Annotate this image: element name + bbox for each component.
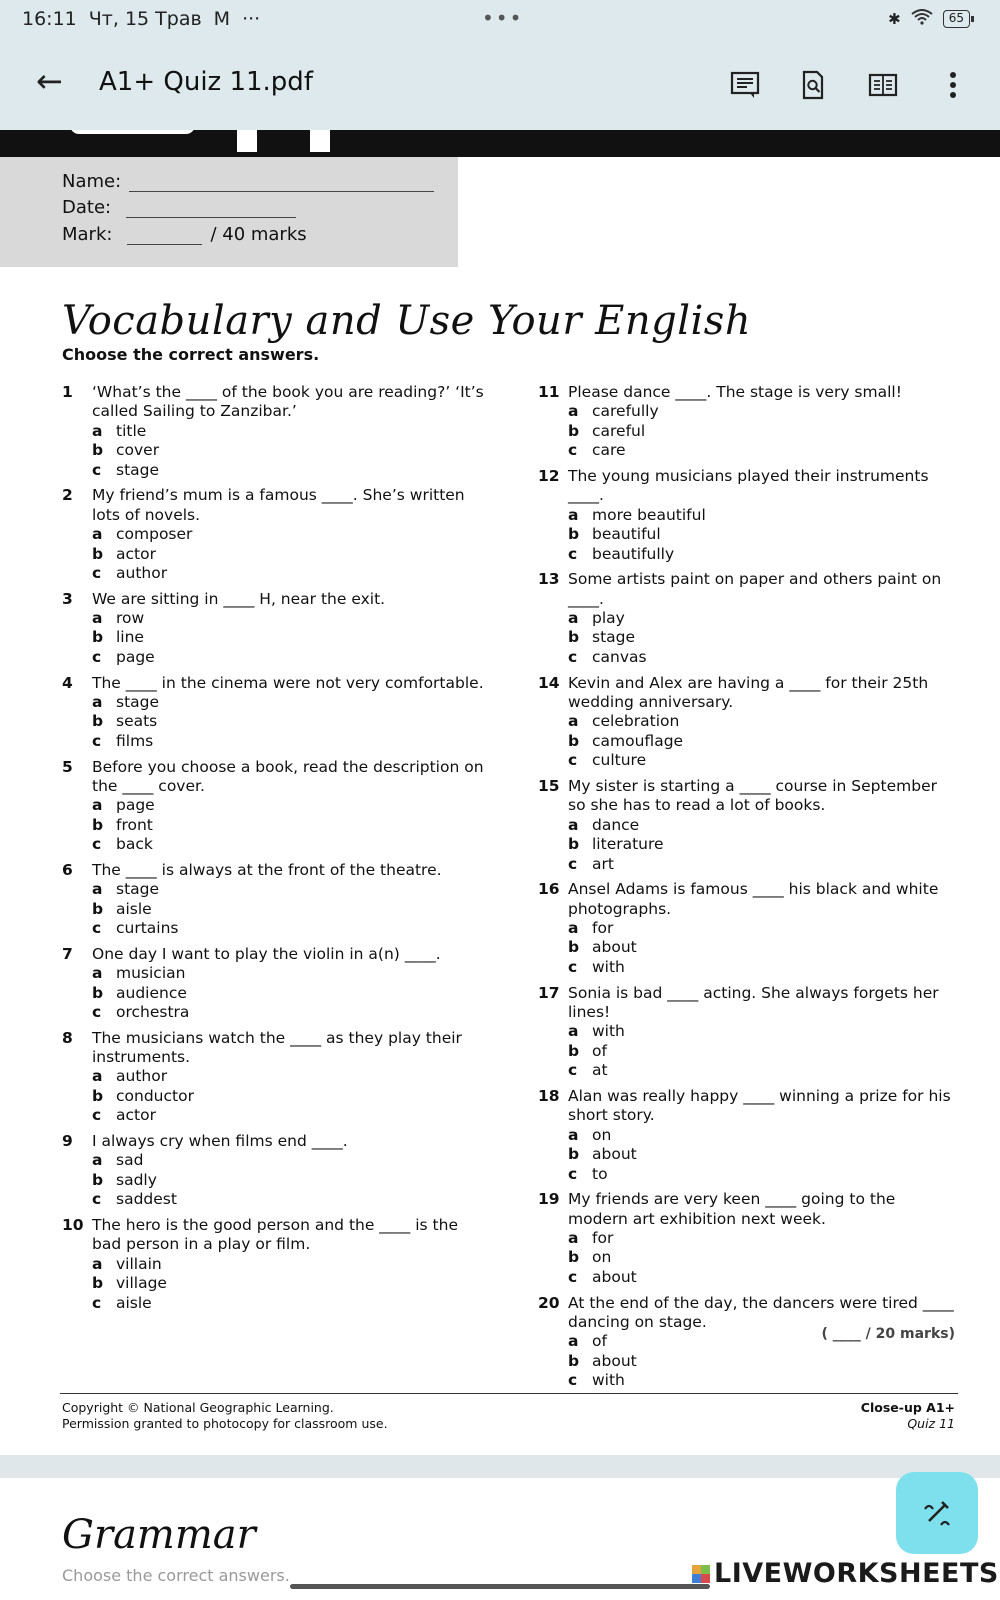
answer-option[interactable] xyxy=(568,732,958,751)
option-letter: c xyxy=(92,919,102,938)
option-letter: c xyxy=(92,460,102,479)
answer-option[interactable] xyxy=(92,1106,492,1125)
answer-option[interactable] xyxy=(92,816,492,835)
question-text: We are sitting in ____ H, near the exit. xyxy=(92,589,386,608)
option-text: celebration xyxy=(592,712,680,731)
status-date: Чт, 15 Трав xyxy=(88,8,202,30)
option-text: page xyxy=(116,796,155,815)
option-text: conductor xyxy=(116,1086,194,1105)
option-letter: c xyxy=(568,441,578,460)
answer-option[interactable] xyxy=(568,1145,958,1164)
option-letter: b xyxy=(92,712,104,731)
option-letter: c xyxy=(568,751,578,770)
question-item xyxy=(62,758,492,855)
answer-option[interactable] xyxy=(92,1255,492,1274)
grammar-title: Grammar xyxy=(62,1512,256,1558)
question-item xyxy=(538,880,958,977)
question-text: One day I want to play the violin in a(n) ____. xyxy=(92,944,441,963)
option-text: more beautiful xyxy=(592,505,706,524)
answer-option[interactable] xyxy=(568,919,958,938)
question-text: The musicians watch the ____ as they play their instruments. xyxy=(92,1028,462,1067)
option-text: on xyxy=(592,1248,612,1267)
question-item xyxy=(62,945,492,1023)
option-letter: c xyxy=(92,731,102,750)
option-text: carefully xyxy=(592,402,659,421)
answer-option[interactable] xyxy=(568,1165,958,1184)
question-number: 9 xyxy=(62,1132,73,1150)
option-letter: a xyxy=(568,1125,579,1144)
question-text: Ansel Adams is famous ____ his black and white photographs. xyxy=(568,880,939,918)
question-item xyxy=(538,383,958,461)
option-letter: b xyxy=(568,835,580,854)
option-letter: c xyxy=(568,544,578,563)
option-letter: a xyxy=(92,880,103,899)
name-label: Name: xyxy=(62,171,122,192)
answer-option[interactable] xyxy=(92,1003,492,1022)
question-item xyxy=(62,861,492,939)
option-text: seats xyxy=(116,712,158,731)
answer-option[interactable] xyxy=(568,835,958,854)
option-text: author xyxy=(116,1067,168,1086)
option-text: about xyxy=(592,938,637,957)
option-text: page xyxy=(116,647,155,666)
answer-option[interactable] xyxy=(92,1190,492,1209)
mark-line xyxy=(127,227,202,245)
option-text: stage xyxy=(116,460,160,479)
answer-option[interactable] xyxy=(568,1229,958,1248)
marks-total: / 40 marks xyxy=(210,224,307,245)
answer-option[interactable] xyxy=(92,461,492,480)
question-item xyxy=(62,590,492,668)
answer-option[interactable] xyxy=(92,984,492,1003)
answer-option[interactable] xyxy=(568,1268,958,1287)
answer-option[interactable] xyxy=(568,648,958,667)
answer-option[interactable] xyxy=(568,855,958,874)
answer-option[interactable] xyxy=(568,1371,958,1390)
question-item xyxy=(538,570,958,667)
question-number: 4 xyxy=(62,673,73,692)
question-number: 6 xyxy=(62,860,73,879)
answer-option[interactable] xyxy=(568,545,958,564)
question-item xyxy=(538,467,958,564)
answer-option[interactable] xyxy=(92,422,492,441)
date-line xyxy=(126,200,296,218)
answer-option[interactable] xyxy=(92,732,492,751)
question-item xyxy=(538,984,958,1081)
option-letter: b xyxy=(92,1170,104,1189)
question-text: Please dance ____. The stage is very small! xyxy=(568,383,902,401)
option-text: with xyxy=(592,1371,625,1390)
option-letter: c xyxy=(92,1106,102,1125)
section-marks: ( ____ / 20 marks) xyxy=(821,1326,955,1342)
answer-option[interactable] xyxy=(568,1126,958,1145)
question-number: 18 xyxy=(538,1086,560,1105)
option-text: sadly xyxy=(116,1170,157,1189)
pdf-page[interactable] xyxy=(0,130,1000,1455)
question-text: Before you choose a book, read the description on the ____ cover. xyxy=(92,757,484,795)
option-letter: b xyxy=(92,441,104,460)
answer-option[interactable] xyxy=(92,1171,492,1190)
option-text: art xyxy=(592,854,614,873)
option-letter: b xyxy=(568,938,580,957)
option-text: orchestra xyxy=(116,1002,190,1021)
option-letter: c xyxy=(568,1267,578,1286)
option-letter: a xyxy=(568,815,579,834)
option-letter: a xyxy=(568,1332,579,1351)
option-text: literature xyxy=(592,835,664,854)
option-text: villain xyxy=(116,1254,162,1273)
question-text: The ____ is always at the front of the theatre. xyxy=(92,860,442,879)
answer-option[interactable] xyxy=(92,919,492,938)
option-letter: b xyxy=(568,628,580,647)
option-letter: b xyxy=(92,1274,104,1293)
answer-option[interactable] xyxy=(568,1042,958,1061)
answer-option[interactable] xyxy=(92,1274,492,1293)
answer-option[interactable] xyxy=(568,1061,958,1080)
option-letter: a xyxy=(568,1022,579,1041)
option-text: culture xyxy=(592,751,647,770)
liveworksheets-watermark xyxy=(692,1558,999,1589)
option-letter: c xyxy=(92,1293,102,1312)
status-more: ··· xyxy=(242,8,261,30)
answer-option[interactable] xyxy=(92,441,492,460)
more-options-icon[interactable] xyxy=(936,68,970,102)
question-text: Alan was really happy ____ winning a prize for his short story. xyxy=(568,1086,951,1125)
option-text: to xyxy=(592,1164,608,1183)
option-text: sad xyxy=(116,1151,144,1170)
option-letter: b xyxy=(92,1086,104,1105)
option-text: stage xyxy=(116,692,160,711)
question-text: Some artists paint on paper and others paint on ____. xyxy=(568,570,942,608)
question-item xyxy=(62,383,492,480)
answer-option[interactable] xyxy=(92,1067,492,1086)
answer-option[interactable] xyxy=(92,1087,492,1106)
option-letter: c xyxy=(92,1190,102,1209)
option-text: care xyxy=(592,441,626,460)
option-letter: a xyxy=(92,964,103,983)
question-text: My sister is starting a ____ course in September so she has to read a lot of books. xyxy=(568,776,937,815)
option-text: with xyxy=(592,957,625,976)
question-text: I always cry when films end ____. xyxy=(92,1132,348,1150)
option-letter: b xyxy=(92,899,104,918)
answer-option[interactable] xyxy=(568,1022,958,1041)
status-bar xyxy=(0,0,1000,40)
option-text: careful xyxy=(592,421,646,440)
wifi-icon xyxy=(911,9,933,29)
pen-icon xyxy=(920,1496,954,1530)
option-letter: a xyxy=(92,609,103,628)
option-text: audience xyxy=(116,983,187,1002)
option-letter: a xyxy=(568,1229,579,1248)
option-letter: a xyxy=(568,919,579,938)
option-text: author xyxy=(116,563,168,582)
name-line xyxy=(129,174,434,192)
question-item xyxy=(538,777,958,874)
option-text: cover xyxy=(116,441,160,460)
page-view-icon[interactable] xyxy=(866,68,900,102)
question-number: 16 xyxy=(538,880,560,899)
question-number: 2 xyxy=(62,486,73,505)
question-number: 15 xyxy=(538,776,560,795)
question-item xyxy=(538,1294,958,1391)
option-text: play xyxy=(592,609,625,628)
answer-option[interactable] xyxy=(92,545,492,564)
question-number: 5 xyxy=(62,757,73,776)
answer-option[interactable] xyxy=(92,880,492,899)
option-letter: b xyxy=(568,1041,580,1060)
question-text: At the end of the day, the dancers were tired ____ dancing on stage. xyxy=(568,1293,954,1331)
question-number: 13 xyxy=(538,570,560,589)
question-text: ‘What’s the ____ of the book you are reading?’ ‘It’s called Sailing to Zanzibar.’ xyxy=(92,383,484,421)
book-title: Close-up A1+ xyxy=(860,1400,955,1415)
back-arrow-icon[interactable]: ← xyxy=(36,62,63,100)
answer-option[interactable] xyxy=(568,525,958,544)
answer-option[interactable] xyxy=(568,441,958,460)
question-number: 14 xyxy=(538,673,560,692)
answer-option[interactable] xyxy=(568,1248,958,1267)
question-text: The ____ in the cinema were not very comfortable. xyxy=(92,673,484,692)
option-letter: a xyxy=(92,1151,103,1170)
answer-option[interactable] xyxy=(92,712,492,731)
option-text: stage xyxy=(116,880,160,899)
option-text: line xyxy=(116,628,144,647)
option-letter: a xyxy=(92,525,103,544)
option-letter: a xyxy=(568,402,579,421)
option-letter: b xyxy=(92,983,104,1002)
option-letter: b xyxy=(92,544,104,563)
option-text: films xyxy=(116,731,154,750)
option-text: aisle xyxy=(116,1293,152,1312)
grammar-instruction: Choose the correct answers. xyxy=(62,1566,290,1585)
option-text: beautiful xyxy=(592,525,661,544)
option-text: back xyxy=(116,835,153,854)
option-letter: b xyxy=(568,1248,580,1267)
option-letter: c xyxy=(568,957,578,976)
document-title: A1+ Quiz 11.pdf xyxy=(99,67,313,97)
question-item xyxy=(538,1087,958,1184)
option-text: musician xyxy=(116,964,186,983)
option-letter: a xyxy=(568,505,579,524)
option-text: front xyxy=(116,815,153,834)
option-text: of xyxy=(592,1041,607,1060)
question-number: 10 xyxy=(62,1215,84,1234)
option-text: for xyxy=(592,1229,614,1248)
option-letter: a xyxy=(92,796,103,815)
option-text: on xyxy=(592,1125,612,1144)
reading-mode-icon[interactable] xyxy=(728,68,762,102)
answer-option[interactable] xyxy=(92,964,492,983)
answer-option[interactable] xyxy=(92,1151,492,1170)
search-document-icon[interactable] xyxy=(796,68,830,102)
option-text: canvas xyxy=(592,647,647,666)
date-label: Date: xyxy=(62,197,112,218)
answer-option[interactable] xyxy=(568,1352,958,1371)
option-text: title xyxy=(116,421,147,440)
option-text: for xyxy=(592,919,614,938)
option-letter: c xyxy=(568,1061,578,1080)
answer-option[interactable] xyxy=(92,796,492,815)
option-letter: b xyxy=(568,525,580,544)
answer-option[interactable] xyxy=(92,693,492,712)
questions-right-column xyxy=(538,383,958,1397)
option-text: composer xyxy=(116,525,193,544)
question-number: 3 xyxy=(62,589,73,608)
question-item xyxy=(538,1190,958,1287)
quiz-label: Quiz 11 xyxy=(907,1415,955,1431)
option-letter: a xyxy=(568,712,579,731)
option-letter: a xyxy=(92,421,103,440)
option-letter: b xyxy=(568,1351,580,1370)
option-text: village xyxy=(116,1274,167,1293)
option-text: camouflage xyxy=(592,731,684,750)
copyright-text: Copyright © National Geographic Learning. xyxy=(62,1400,334,1415)
option-letter: b xyxy=(92,628,104,647)
answer-option[interactable] xyxy=(92,835,492,854)
question-number: 7 xyxy=(62,944,73,963)
answer-option[interactable] xyxy=(568,628,958,647)
option-text: actor xyxy=(116,544,156,563)
answer-option[interactable] xyxy=(568,816,958,835)
question-item xyxy=(62,1029,492,1126)
option-text: about xyxy=(592,1145,637,1164)
answer-option[interactable] xyxy=(568,422,958,441)
question-number: 11 xyxy=(538,383,560,401)
option-text: actor xyxy=(116,1106,156,1125)
option-letter: c xyxy=(568,1164,578,1183)
option-letter: c xyxy=(568,647,578,666)
question-number: 1 xyxy=(62,383,73,401)
question-item xyxy=(62,674,492,752)
question-number: 12 xyxy=(538,466,560,485)
page-header-band xyxy=(0,130,1000,157)
answer-option[interactable] xyxy=(568,938,958,957)
option-letter: c xyxy=(92,563,102,582)
option-text: about xyxy=(592,1351,637,1370)
question-number: 17 xyxy=(538,983,560,1002)
answer-option[interactable] xyxy=(568,609,958,628)
question-text: Sonia is bad ____ acting. She always forgets her lines! xyxy=(568,983,939,1021)
option-letter: b xyxy=(568,421,580,440)
question-text: Kevin and Alex are having a ____ for their 25th wedding anniversary. xyxy=(568,673,929,711)
option-text: saddest xyxy=(116,1190,177,1209)
question-text: The young musicians played their instruments ____. xyxy=(568,466,929,505)
question-item xyxy=(62,1216,492,1313)
answer-option[interactable] xyxy=(92,628,492,647)
question-number: 8 xyxy=(62,1028,73,1047)
answer-option[interactable] xyxy=(568,506,958,525)
section-instruction: Choose the correct answers. xyxy=(62,345,320,364)
option-text: dance xyxy=(592,815,640,834)
status-time: 16:11 xyxy=(22,8,77,30)
option-text: curtains xyxy=(116,919,179,938)
option-text: aisle xyxy=(116,899,152,918)
mail-icon: M xyxy=(213,8,231,30)
answer-option[interactable] xyxy=(92,648,492,667)
option-letter: c xyxy=(568,854,578,873)
section-title: Vocabulary and Use Your English xyxy=(62,298,752,344)
option-letter: b xyxy=(568,731,580,750)
watermark-text: LIVEWORKSHEETS xyxy=(714,1558,999,1589)
status-center-dots: ••• xyxy=(482,6,524,30)
horizontal-scrollbar[interactable] xyxy=(290,1584,710,1589)
option-letter: b xyxy=(568,1145,580,1164)
option-text: stage xyxy=(592,628,636,647)
option-letter: a xyxy=(92,1254,103,1273)
edit-annotate-button[interactable] xyxy=(896,1472,978,1554)
question-number: 19 xyxy=(538,1190,560,1209)
option-text: with xyxy=(592,1022,625,1041)
question-item xyxy=(538,674,958,771)
option-letter: c xyxy=(568,1371,578,1390)
option-letter: c xyxy=(92,647,102,666)
liveworksheets-logo-icon xyxy=(692,1565,710,1583)
question-text: My friends are very keen ____ going to the modern art exhibition next week. xyxy=(568,1190,896,1228)
footer-divider xyxy=(60,1393,958,1394)
answer-option[interactable] xyxy=(568,712,958,731)
permission-text: Permission granted to photocopy for classroom use. xyxy=(62,1415,388,1431)
option-letter: c xyxy=(92,835,102,854)
app-bar xyxy=(0,40,1000,130)
answer-option[interactable] xyxy=(92,525,492,544)
answer-option[interactable] xyxy=(568,958,958,977)
answer-option[interactable] xyxy=(92,1294,492,1313)
option-text: row xyxy=(116,609,145,628)
option-letter: a xyxy=(92,692,103,711)
option-letter: b xyxy=(92,815,104,834)
book-reference xyxy=(861,1400,955,1431)
option-letter: c xyxy=(92,1002,102,1021)
answer-option[interactable] xyxy=(568,402,958,421)
option-text: about xyxy=(592,1267,637,1286)
answer-option[interactable] xyxy=(92,609,492,628)
answer-option[interactable] xyxy=(92,564,492,583)
answer-option[interactable] xyxy=(92,900,492,919)
question-item xyxy=(62,1132,492,1210)
answer-option[interactable] xyxy=(568,751,958,770)
battery-indicator: 65 xyxy=(943,10,970,28)
question-text: My friend’s mum is a famous ____. She’s written lots of novels. xyxy=(92,486,465,524)
option-letter: a xyxy=(568,609,579,628)
copyright-notice xyxy=(62,1400,388,1431)
question-item xyxy=(62,486,492,583)
option-text: of xyxy=(592,1332,607,1351)
option-text: beautifully xyxy=(592,544,675,563)
question-text: The hero is the good person and the ____ is the bad person in a play or film. xyxy=(92,1215,458,1254)
option-text: at xyxy=(592,1061,608,1080)
option-letter: a xyxy=(92,1067,103,1086)
student-info-box xyxy=(0,157,458,267)
mark-label: Mark: xyxy=(62,224,113,245)
bluetooth-icon: ✱ xyxy=(888,10,901,28)
question-number: 20 xyxy=(538,1293,560,1312)
questions-left-column xyxy=(62,383,492,1319)
